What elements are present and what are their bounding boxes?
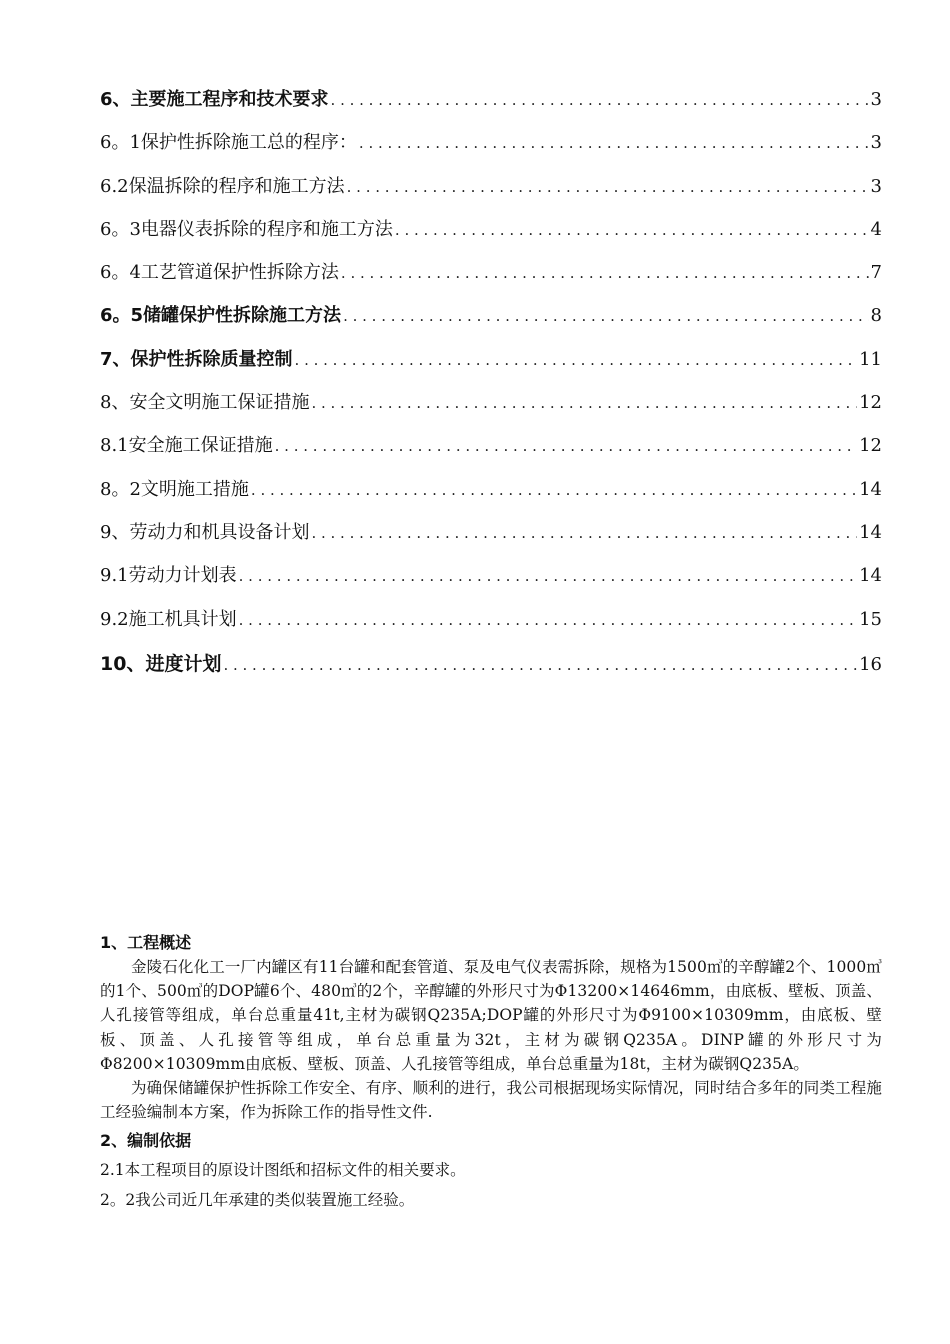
toc-page-number: 12 xyxy=(859,392,882,414)
toc-dot-leader xyxy=(239,599,857,642)
toc-dot-leader xyxy=(311,382,857,425)
toc-dot-leader xyxy=(275,425,857,468)
list-item: 2.1本工程项目的原设计图纸和招标文件的相关要求。 xyxy=(100,1161,466,1180)
toc-entry[interactable] xyxy=(100,424,882,467)
toc-entry[interactable] xyxy=(100,598,882,641)
toc-dot-leader xyxy=(395,209,869,252)
toc-entry-title: 6。1保护性拆除施工总的程序： xyxy=(100,132,357,154)
toc-entry-title: 9、劳动力和机具设备计划 xyxy=(100,521,310,543)
table-of-contents xyxy=(100,78,882,687)
toc-dot-leader xyxy=(359,122,869,165)
list-item: 2。2我公司近几年承建的类似装置施工经验。 xyxy=(100,1191,415,1210)
toc-entry[interactable] xyxy=(100,554,882,597)
toc-entry[interactable] xyxy=(100,208,882,251)
toc-entry-title: 6。3电器仪表拆除的程序和施工方法 xyxy=(100,218,393,240)
toc-entry[interactable] xyxy=(100,294,882,337)
toc-page-number: 12 xyxy=(859,435,882,457)
toc-entry[interactable] xyxy=(100,381,882,424)
toc-page-number: 15 xyxy=(859,608,882,630)
document-body xyxy=(100,931,882,1213)
toc-entry[interactable] xyxy=(100,468,882,511)
toc-page-number: 14 xyxy=(859,478,882,500)
paragraph: 金陵石化化工一厂内罐区有11台罐和配套管道、泵及电气仪表需拆除，规格为1500㎥的辛醇罐2个、1000㎥的1个、500㎥的DOP罐6个、480㎥的2个，辛醇罐的外形尺寸为Φ13200×14646mm，由底板、壁板、顶盖、人孔接管等组成，单台总重量41t,主材为碳钢Q235A;DOP罐的外形尺寸为Φ9100×10309mm，由底板、壁板、顶盖、人孔接管等组成，单台总重量为32t，主材为碳钢Q235A。DINP罐的外形尺寸为Φ8200×10309mm由底板、壁板、顶盖、人孔接管等组成，单台总重量为18t，主材为碳钢Q235A。 xyxy=(100,958,882,1073)
toc-page-number: 14 xyxy=(859,565,882,587)
toc-page-number: 16 xyxy=(859,653,882,675)
toc-entry-title: 10、进度计划 xyxy=(100,652,222,675)
toc-page-number: 7 xyxy=(870,262,882,284)
toc-page-number: 3 xyxy=(870,175,882,197)
section-heading: 1、工程概述 xyxy=(100,933,192,952)
toc-dot-leader xyxy=(223,642,857,688)
toc-entry-title: 7、保护性拆除质量控制 xyxy=(100,348,293,370)
toc-dot-leader xyxy=(239,555,857,598)
toc-dot-leader xyxy=(331,79,869,122)
toc-page-number: 14 xyxy=(859,521,882,543)
toc-entry-title: 6.2保温拆除的程序和施工方法 xyxy=(100,175,345,197)
toc-dot-leader xyxy=(341,252,869,295)
toc-entry[interactable] xyxy=(100,338,882,381)
toc-page-number: 4 xyxy=(870,218,882,240)
toc-entry-title: 8.1安全施工保证措施 xyxy=(100,435,273,457)
toc-page-number: 8 xyxy=(870,305,882,327)
toc-dot-leader xyxy=(343,295,868,338)
toc-entry-title: 9.1劳动力计划表 xyxy=(100,565,237,587)
toc-page-number: 3 xyxy=(870,89,882,110)
toc-entry[interactable] xyxy=(100,78,882,121)
toc-entry-title: 6。4工艺管道保护性拆除方法 xyxy=(100,262,339,284)
toc-entry-title: 8、安全文明施工保证措施 xyxy=(100,392,310,414)
toc-dot-leader xyxy=(347,166,869,209)
toc-entry[interactable] xyxy=(100,121,882,164)
paragraph: 为确保储罐保护性拆除工作安全、有序、顺利的进行，我公司根据现场实际情况，同时结合多年的同类工程施工经验编制本方案，作为拆除工作的指导性文件. xyxy=(100,1079,882,1122)
toc-page-number: 11 xyxy=(859,348,882,370)
section-heading: 2、编制依据 xyxy=(100,1131,192,1151)
toc-dot-leader xyxy=(295,339,858,382)
toc-entry-title: 8。2文明施工措施 xyxy=(100,478,249,500)
toc-entry[interactable] xyxy=(100,641,882,687)
toc-entry-title: 6。5储罐保护性拆除施工方法 xyxy=(100,305,342,327)
toc-dot-leader xyxy=(311,512,857,555)
toc-entry-title: 6、主要施工程序和技术要求 xyxy=(100,89,329,110)
toc-entry[interactable] xyxy=(100,511,882,554)
toc-entry[interactable] xyxy=(100,251,882,294)
toc-entry-title: 9.2施工机具计划 xyxy=(100,608,237,630)
toc-dot-leader xyxy=(251,469,857,512)
toc-page-number: 3 xyxy=(870,132,882,154)
toc-entry[interactable] xyxy=(100,165,882,208)
